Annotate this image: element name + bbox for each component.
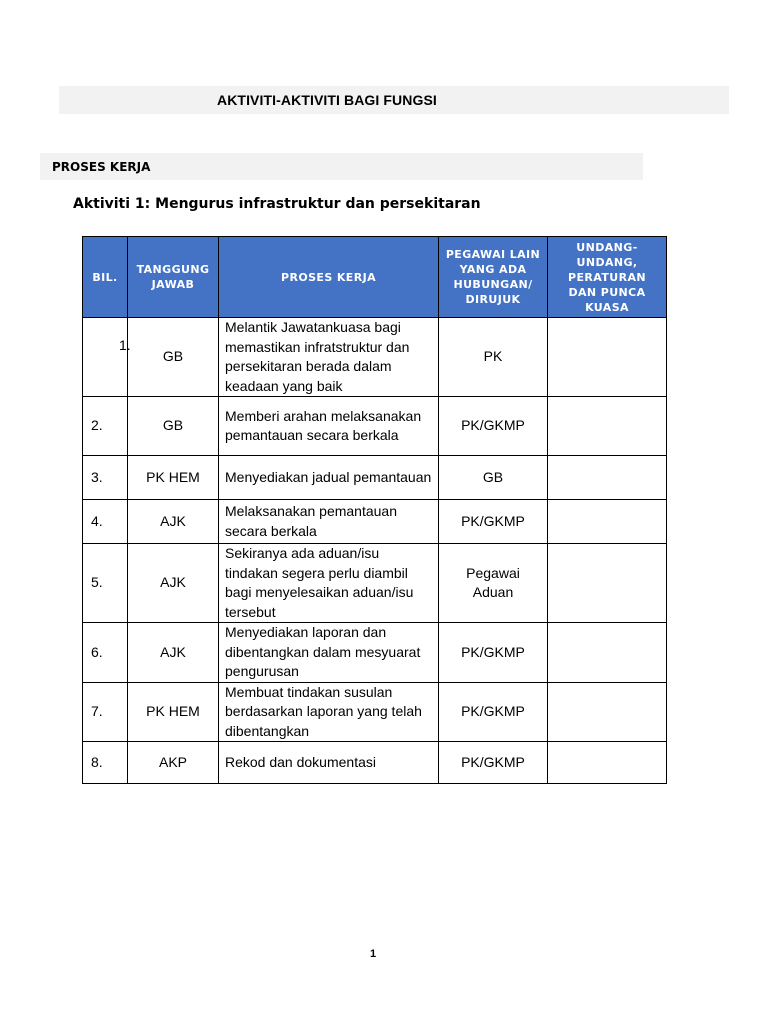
row-number: 1. xyxy=(119,337,131,353)
table-row xyxy=(83,500,667,544)
cell-bil: 6. xyxy=(83,623,128,683)
table-row xyxy=(83,682,667,742)
cell-pegawai: PK/GKMP xyxy=(439,742,548,784)
cell-tanggung-jawab: AJK xyxy=(128,544,219,623)
cell-undang xyxy=(548,318,667,397)
cell-pegawai: PK/GKMP xyxy=(439,623,548,683)
cell-bil: 5. xyxy=(83,544,128,623)
table-row xyxy=(83,742,667,784)
cell-proses: Rekod dan dokumentasi xyxy=(219,742,439,784)
header-proses-kerja: PROSES KERJA xyxy=(219,237,439,318)
cell-bil: 4. xyxy=(83,500,128,544)
cell-bil xyxy=(83,318,131,397)
process-table xyxy=(82,236,667,784)
cell-pegawai: PK/GKMP xyxy=(439,397,548,456)
cell-tanggung-jawab: PK HEM xyxy=(128,682,219,742)
cell-undang xyxy=(548,742,667,784)
cell-bil: 2. xyxy=(83,397,128,456)
header-tanggung-jawab: TANGGUNG JAWAB xyxy=(128,237,219,318)
cell-tanggung-jawab: PK HEM xyxy=(128,456,219,500)
cell-bil: 7. xyxy=(83,682,128,742)
header-undang-undang: UNDANG-UNDANG, PERATURAN DAN PUNCA KUASA xyxy=(548,237,667,318)
page-number: 1 xyxy=(370,948,377,960)
table-row xyxy=(83,544,667,623)
cell-undang xyxy=(548,397,667,456)
cell-proses: Menyediakan jadual pemantauan xyxy=(219,456,439,500)
activity-title: Aktiviti 1: Mengurus infrastruktur dan persekitaran xyxy=(73,196,481,212)
page-title: AKTIVITI-AKTIVITI BAGI FUNGSI xyxy=(217,92,437,108)
cell-pegawai: GB xyxy=(439,456,548,500)
section-title: PROSES KERJA xyxy=(52,160,151,174)
table-header-row xyxy=(83,237,667,318)
cell-tanggung-jawab: GB xyxy=(128,318,219,397)
table-row xyxy=(83,456,667,500)
cell-undang xyxy=(548,500,667,544)
cell-undang xyxy=(548,456,667,500)
table-row xyxy=(83,318,667,397)
cell-proses: Membuat tindakan susulan berdasarkan laporan yang telah dibentangkan xyxy=(219,682,439,742)
cell-tanggung-jawab: AJK xyxy=(128,623,219,683)
header-pegawai-lain: PEGAWAI LAIN YANG ADA HUBUNGAN/ DIRUJUK xyxy=(439,237,548,318)
table-row xyxy=(83,623,667,683)
cell-tanggung-jawab: AJK xyxy=(128,500,219,544)
cell-proses: Menyediakan laporan dan dibentangkan dalam mesyuarat pengurusan xyxy=(219,623,439,683)
title-band xyxy=(59,86,729,114)
cell-pegawai: PK/GKMP xyxy=(439,500,548,544)
cell-tanggung-jawab: AKP xyxy=(128,742,219,784)
cell-pegawai: Pegawai Aduan xyxy=(439,544,548,623)
cell-bil: 3. xyxy=(83,456,128,500)
cell-proses: Memberi arahan melaksanakan pemantauan secara berkala xyxy=(219,397,439,456)
header-bil: BIL. xyxy=(83,237,128,318)
cell-proses: Sekiranya ada aduan/isu tindakan segera perlu diambil bagi menyelesaikan aduan/isu tersebut xyxy=(219,544,439,623)
cell-proses: Melantik Jawatankuasa bagi memastikan infratstruktur dan persekitaran berada dalam keadaan yang baik xyxy=(219,318,439,397)
section-band xyxy=(40,153,643,180)
cell-pegawai: PK/GKMP xyxy=(439,682,548,742)
cell-undang xyxy=(548,544,667,623)
cell-tanggung-jawab: GB xyxy=(128,397,219,456)
cell-bil: 8. xyxy=(83,742,128,784)
table-row xyxy=(83,397,667,456)
cell-proses: Melaksanakan pemantauan secara berkala xyxy=(219,500,439,544)
cell-pegawai: PK xyxy=(439,318,548,397)
cell-undang xyxy=(548,682,667,742)
cell-undang xyxy=(548,623,667,683)
